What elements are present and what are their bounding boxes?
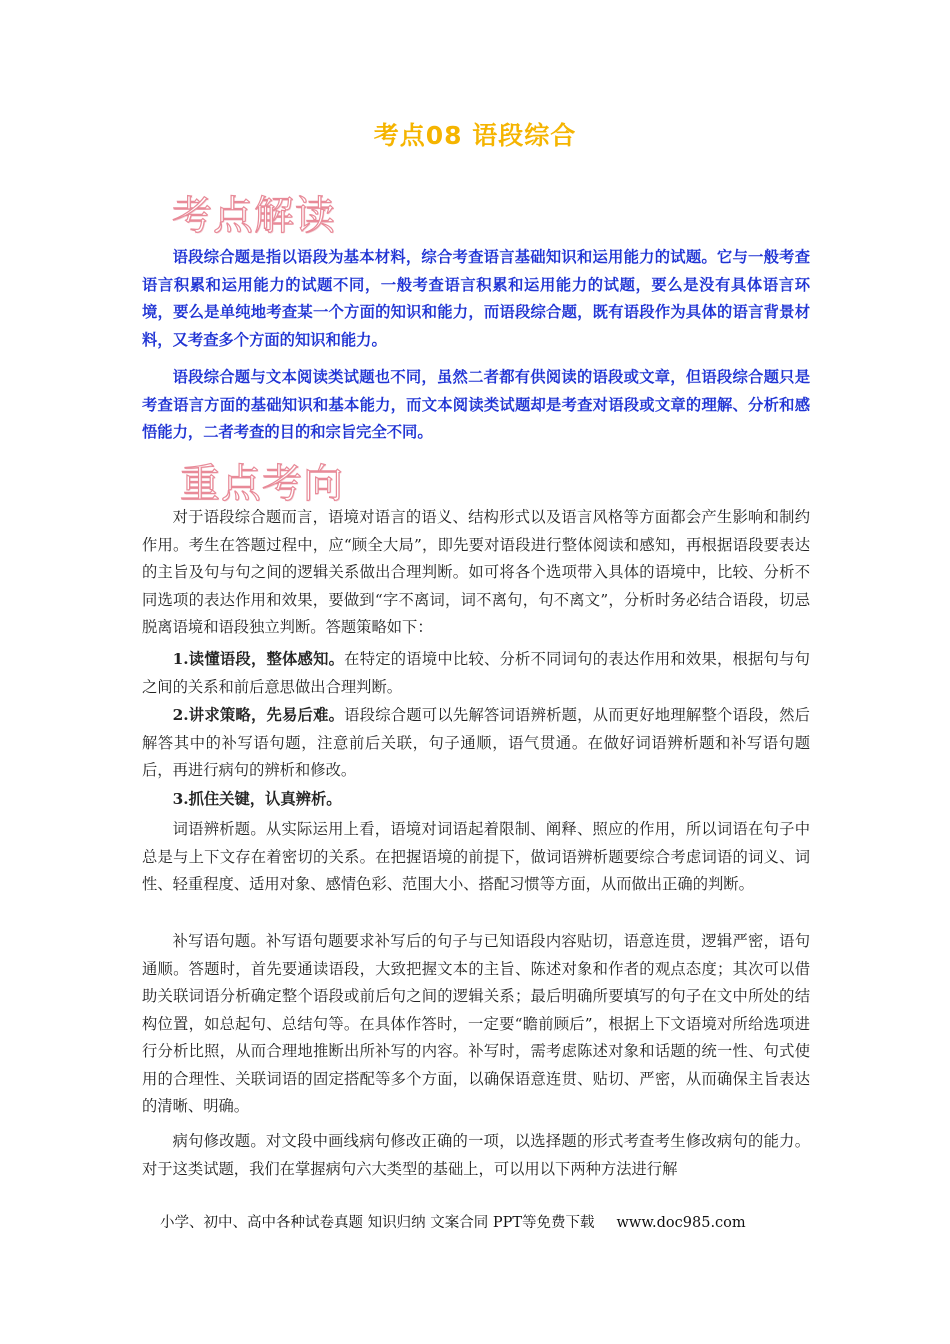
strategy-2-paragraph xyxy=(142,702,810,785)
strategy-1-paragraph xyxy=(142,646,810,701)
section-heading-key-directions: 重点考向 xyxy=(180,461,344,507)
fill-sentence-paragraph: 补写语句题。补写语句题要求补写后的句子与已知语段内容贴切，语意连贯，逻辑严密，语句通顺。答题时，首先要通读语段，大致把握文本的主旨、陈述对象和作者的观点态度；其次可以借助关联词语分析确定整个语段或前后句之间的逻辑关系；最后明确所要填写的句子在文中所处的结构位置，如总起句、总结句等。在具体作答时，一定要“瞻前顾后”，根据上下文语境对所给选项进行分析比照，从而合理地推断出所补写的内容。补写时，需考虑陈述对象和话题的统一性、句式使用的合理性、关联词语的固定搭配等多个方面，以确保语意连贯、贴切、严密，从而确保主旨表达的清晰、明确。 xyxy=(142,932,810,1115)
strategy-3-heading: 3.抓住关键，认真辨析。 xyxy=(172,790,342,808)
overview-paragraph: 对于语段综合题而言，语境对语言的语义、结构形式以及语言风格等方面都会产生影响和制约作用。考生在答题过程中，应“顾全大局”，即先要对语段进行整体阅读和感知，再根据语段要表达的主旨及句与句之间的逻辑关系做出合理判断。如可将各个选项带入具体的语境中，比较、分析不同选项的表达作用和效果，要做到“字不离词，词不离句，句不离文”，分析时务必结合语段，切忌脱离语境和语段独立判断。答题策略如下： xyxy=(142,508,810,636)
strategy-1-heading: 1.读懂语段，整体感知。 xyxy=(172,650,345,668)
strategy-2-heading: 2.讲求策略，先易后难。 xyxy=(172,706,345,724)
footer-url[interactable]: www.doc985.com xyxy=(616,1215,746,1231)
strategy-1-text: 在特定的语境中比较、分析不同词句的表达作用和效果，根据句与句之间的关系和前后意思做出合理判断。 xyxy=(142,650,810,696)
footer-text: 小学、初中、高中各种试卷真题 知识归纳 文案合同 PPT等免费下载 xyxy=(160,1215,595,1231)
intro-paragraph-2: 语段综合题与文本阅读类试题也不同，虽然二者都有供阅读的语段或文章，但语段综合题只是考查语言方面的基础知识和基本能力，而文本阅读类试题却是考查对语段或文章的理解、分析和感悟能力，二者考查的目的和宗旨完全不同。 xyxy=(142,368,810,441)
strategy-2-text: 语段综合题可以先解答词语辨析题，从而更好地理解整个语段，然后解答其中的补写语句题，注意前后关联，句子通顺，语气贯通。在做好词语辨析题和补写语句题后，再进行病句的辨析和修改。 xyxy=(142,706,810,779)
intro-paragraph-1: 语段综合题是指以语段为基本材料，综合考查语言基础知识和运用能力的试题。它与一般考查语言积累和运用能力的试题不同，一般考查语言积累和运用能力的试题，要么是没有具体语言环境，要么是单纯地考查某一个方面的知识和能力，而语段综合题，既有语段作为具体的语言背景材料，又考查多个方面的知识和能力。 xyxy=(142,248,810,349)
word-analysis-paragraph: 词语辨析题。从实际运用上看，语境对词语起着限制、阐释、照应的作用，所以词语在句子中总是与上下文存在着密切的关系。在把握语境的前提下，做词语辨析题要综合考虑词语的词义、词性、轻重程度、适用对象、感情色彩、范围大小、搭配习惯等方面，从而做出正确的判断。 xyxy=(142,820,810,893)
page-footer xyxy=(160,1211,800,1232)
page-title: 考点08 语段综合 xyxy=(373,121,577,150)
section-heading-interpretation: 考点解读 xyxy=(172,193,336,239)
sick-sentence-paragraph: 病句修改题。对文段中画线病句修改正确的一项，以选择题的形式考查考生修改病句的能力。对于这类试题，我们在掌握病句六大类型的基础上，可以用以下两种方法进行解 xyxy=(142,1132,810,1178)
